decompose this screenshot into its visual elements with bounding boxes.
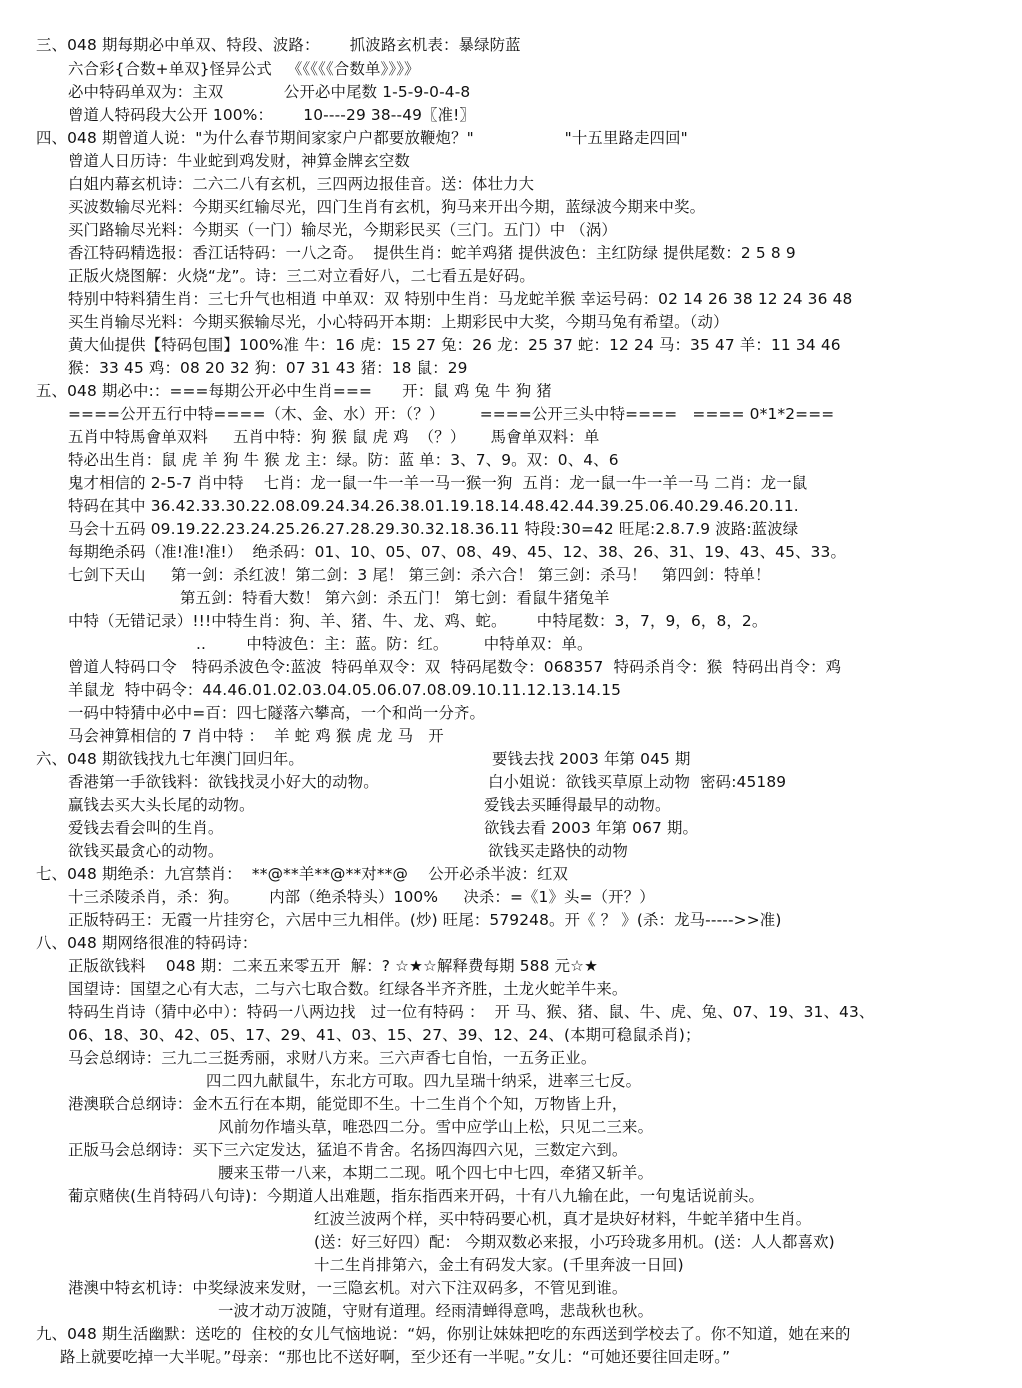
section-8-heading: 八、048 期网络很准的特码诗： [36,934,258,952]
text-line: 欲钱去看 2003 年第 067 期。 [484,819,699,837]
text-line: 白姐内幕玄机诗：二六二八有玄机，三四两边报佳音。送：体壮力大 [68,175,535,193]
section-3-heading: 三、048 期每期必中单双、特段、波路： 抓波路玄机表：暴绿防蓝 [36,36,521,54]
text-line: .. 中特波色：主：蓝。防：红。 中特单双：单。 [196,635,593,653]
text-line: 中特（无错记录）!!!中特生肖：狗、羊、猪、牛、龙、鸡、蛇。 中特尾数：3，7，9，6，8，2。 [68,612,768,630]
text-line: 欲钱买走路快的动物 [488,842,628,860]
text-line: 曾道人特码段大公开 100%： 10----29 38--49〖准!〗 [68,106,476,124]
text-line: 曾道人特码口令 特码杀波色令:蓝波 特码单双令：双 特码尾数令：068357 特码杀肖令：猴 特码出肖令：鸡 [68,658,842,676]
text-line: 六合彩{合数+单双}怪异公式 《《《《《合数单》》》》 [68,60,420,78]
text-line: 一波才动万波随，守财有道理。经雨清蝉得意鸣，悲哉秋也秋。 [218,1302,654,1320]
text-line: 正版欲钱料 048 期：二来五来零五开 解：? ☆★☆解释费每期 588 元☆★ [68,957,599,975]
section-7-heading: 七、048 期绝杀：九宫禁肖： **@**羊**@**对**@ 公开必杀半波：红双 [36,865,569,883]
text-line: 黄大仙提供【特码包围】100%准 牛：16 虎：15 27 兔：26 龙：25 37 蛇：12 24 马：35 47 羊：11 34 46 [68,336,841,354]
text-line: 鬼才相信的 2-5-7 肖中特 七肖：龙一鼠一牛一羊一马一猴一狗 五肖：龙一鼠一牛一羊一马 二肖：龙一鼠 [68,474,808,492]
text-line: 一码中特猜中必中=百：四七隧落六攀高，一个和尚一分齐。 [68,704,486,722]
text-line: 马会神算相信的 7 肖中特 ： 羊 蛇 鸡 猴 虎 龙 马 开 [68,727,444,745]
text-line: 正版火烧图解：火烧“龙”。诗：三二对立看好八，二七看五是好码。 [68,267,535,285]
text-line: 葡京赌侠(生肖特码八句诗)：今期道人出难题，指东指西来开码，十有八九输在此，一句鬼话说前头。 [68,1187,765,1205]
text-line: 猴：33 45 鸡：08 20 32 狗：07 31 43 猪：18 鼠：29 [68,359,468,377]
text-line: 买门路输尽光料：今期买（一门）输尽光，今期彩民买（三门。五门）中 （涡） [68,221,617,239]
text-line: 马会十五码 09.19.22.23.24.25.26.27.28.29.30.32.18.36.11 特段:30=42 旺尾:2.8.7.9 波路:蓝波绿 [68,520,799,538]
text-line: 必中特码单双为：主双 公开必中尾数 1-5-9-0-4-8 [68,83,471,101]
text-line: 风前勿作墙头草，唯恐四二分。雪中应学山上松，只见二三来。 [218,1118,654,1136]
section-4-heading: 四、048 期曾道人说："为什么春节期间家家户户都要放鞭炮？" "十五里路走四回" [36,129,688,147]
text-line: 路上就要吃掉一大半呢。”母亲：“那也比不送好啊，至少还有一半呢。”女儿：“可她还要往回走呀。” [60,1348,731,1366]
text-line: 06、18、30、42、05、17、29、41、03、15、27、39、12、24、(本期可稳鼠杀肖)； [68,1026,701,1044]
section-5-heading: 五、048 期必中:：===每期公开必中生肖=== 开：鼠 鸡 兔 牛 狗 猪 [36,382,552,400]
text-line: 国望诗：国望之心有大志，二与六七取合数。红绿各半齐齐胜，土龙火蛇羊牛来。 [68,980,628,998]
text-line: 港澳联合总纲诗：金木五行在本期，能觉即不生。十二生肖个个知，万物皆上升， [68,1095,628,1113]
text-line: 曾道人日历诗：牛业蛇到鸡发财，神算金牌玄空数 [68,152,410,170]
text-line: 爱钱去买睡得最早的动物。 [484,796,671,814]
text-line: 十二生肖排第六，金土有码发大家。(千里奔波一日回) [314,1256,684,1274]
text-line: 港澳中特玄机诗：中奖绿波来发财，一三隐玄机。对六下注双码多，不管见到谁。 [68,1279,628,1297]
text-line: 第五剑：特看大数！ 第六剑：杀五门！ 第七剑：看鼠牛猪兔羊 [180,589,610,607]
section-9-heading: 九、048 期生活幽默：送吃的 住校的女儿气恼地说：“妈，你别让妹妹把吃的东西送到学校去了。你不知道，她在来的 [36,1325,851,1343]
text-line: 买波数输尽光料：今期买红输尽光，四门生肖有玄机，狗马来开出今期，蓝绿波今期来中奖。 [68,198,706,216]
text-line: 马会总纲诗：三九二三挺秀丽，求财八方来。三六声香七自怡，一五务正业。 [68,1049,597,1067]
text-line: 每期绝杀码（准!准!准!） 绝杀码：01、10、05、07、08、49、45、12、38、26、31、19、43、45、33。 [68,543,846,561]
text-line: 买生肖输尽光料：今期买猴输尽光，小心特码开本期：上期彩民中大奖，今期马兔有希望。（动） [68,313,729,331]
text-line: 香江特码精选报：香江话特码：一八之奇。 提供生肖：蛇羊鸡猪 提供波色：主红防绿 提供尾数：2 5 8 9 [68,244,796,262]
text-line: 欲钱买最贪心的动物。 [68,842,224,860]
text-line: 特码生肖诗（猜中必中）：特码一八两边找 过一位有特码 ： 开 马、猴、猪、鼠、牛、虎、兔、07、19、31、43、 [68,1003,875,1021]
text-line: 腰来玉带一八来，本期二二现。吼个四七中七四，牵猪又斩羊。 [218,1164,654,1182]
text-line: 红波兰波两个样，买中特码要心机，真才是块好材料，牛蛇羊猪中生肖。 [314,1210,812,1228]
text-line: 要钱去找 2003 年第 045 期 [492,750,691,768]
text-line: (送：好三好四）配： 今期双数必来报，小巧玲珑多用机。(送：人人都喜欢) [314,1233,835,1251]
text-line: 七剑下天山 第一剑：杀红波！第二剑：3 尾！ 第三剑：杀六合！ 第三剑：杀马！ 第四剑：特单！ [68,566,771,584]
section-6-heading: 六、048 期欲钱找九七年澳门回归年。 [36,750,304,768]
text-line: 正版马会总纲诗：买下三六定发达，猛追不肯舍。名扬四海四六见，三数定六到。 [68,1141,628,1159]
text-line: 羊鼠龙 特中码令：44.46.01.02.03.04.05.06.07.08.09.10.11.12.13.14.15 [68,681,622,699]
text-line: 爱钱去看会叫的生肖。 [68,819,224,837]
text-line: 特码在其中 36.42.33.30.22.08.09.24.34.26.38.01.19.18.14.48.42.44.39.25.06.40.29.46.20.11. [68,497,799,515]
text-line: 正版特码王：无霞一片挂穷仑，六居中三九相伴。(炒) 旺尾：579248。开《 ？ 》(杀：龙马----->>准) [68,911,782,929]
text-line: 五肖中特馬會单双料 五肖中特：狗 猴 鼠 虎 鸡 （？） 馬會单双料：单 [68,428,600,446]
text-line: 香港第一手欲钱料：欲钱找灵小好大的动物。 [68,773,379,791]
text-line: 赢钱去买大头长尾的动物。 [68,796,255,814]
text-line: 四二四九献鼠牛，东北方可取。四九呈瑞十纳采，进率三七反。 [206,1072,642,1090]
text-line: 特必出生肖：鼠 虎 羊 狗 牛 猴 龙 主：绿。防：蓝 单：3、7、9。双：0、4、6 [68,451,619,469]
text-line: 白小姐说：欲钱买草原上动物 密码:45189 [488,773,787,791]
text-line: 特别中特料猜生肖：三七升气也相逍 中单双：双 特别中生肖：马龙蛇羊猴 幸运号码：02 14 26 38 12 24 36 48 [68,290,853,308]
text-line: ====公开五行中特====（木、金、水）开：（？） ====公开三头中特==== ==== 0*1*2=== [68,405,835,423]
text-line: 十三杀陵杀肖，杀：狗。 内部（绝杀特头）100% 决杀：=《1》头=（开？） [68,888,655,906]
